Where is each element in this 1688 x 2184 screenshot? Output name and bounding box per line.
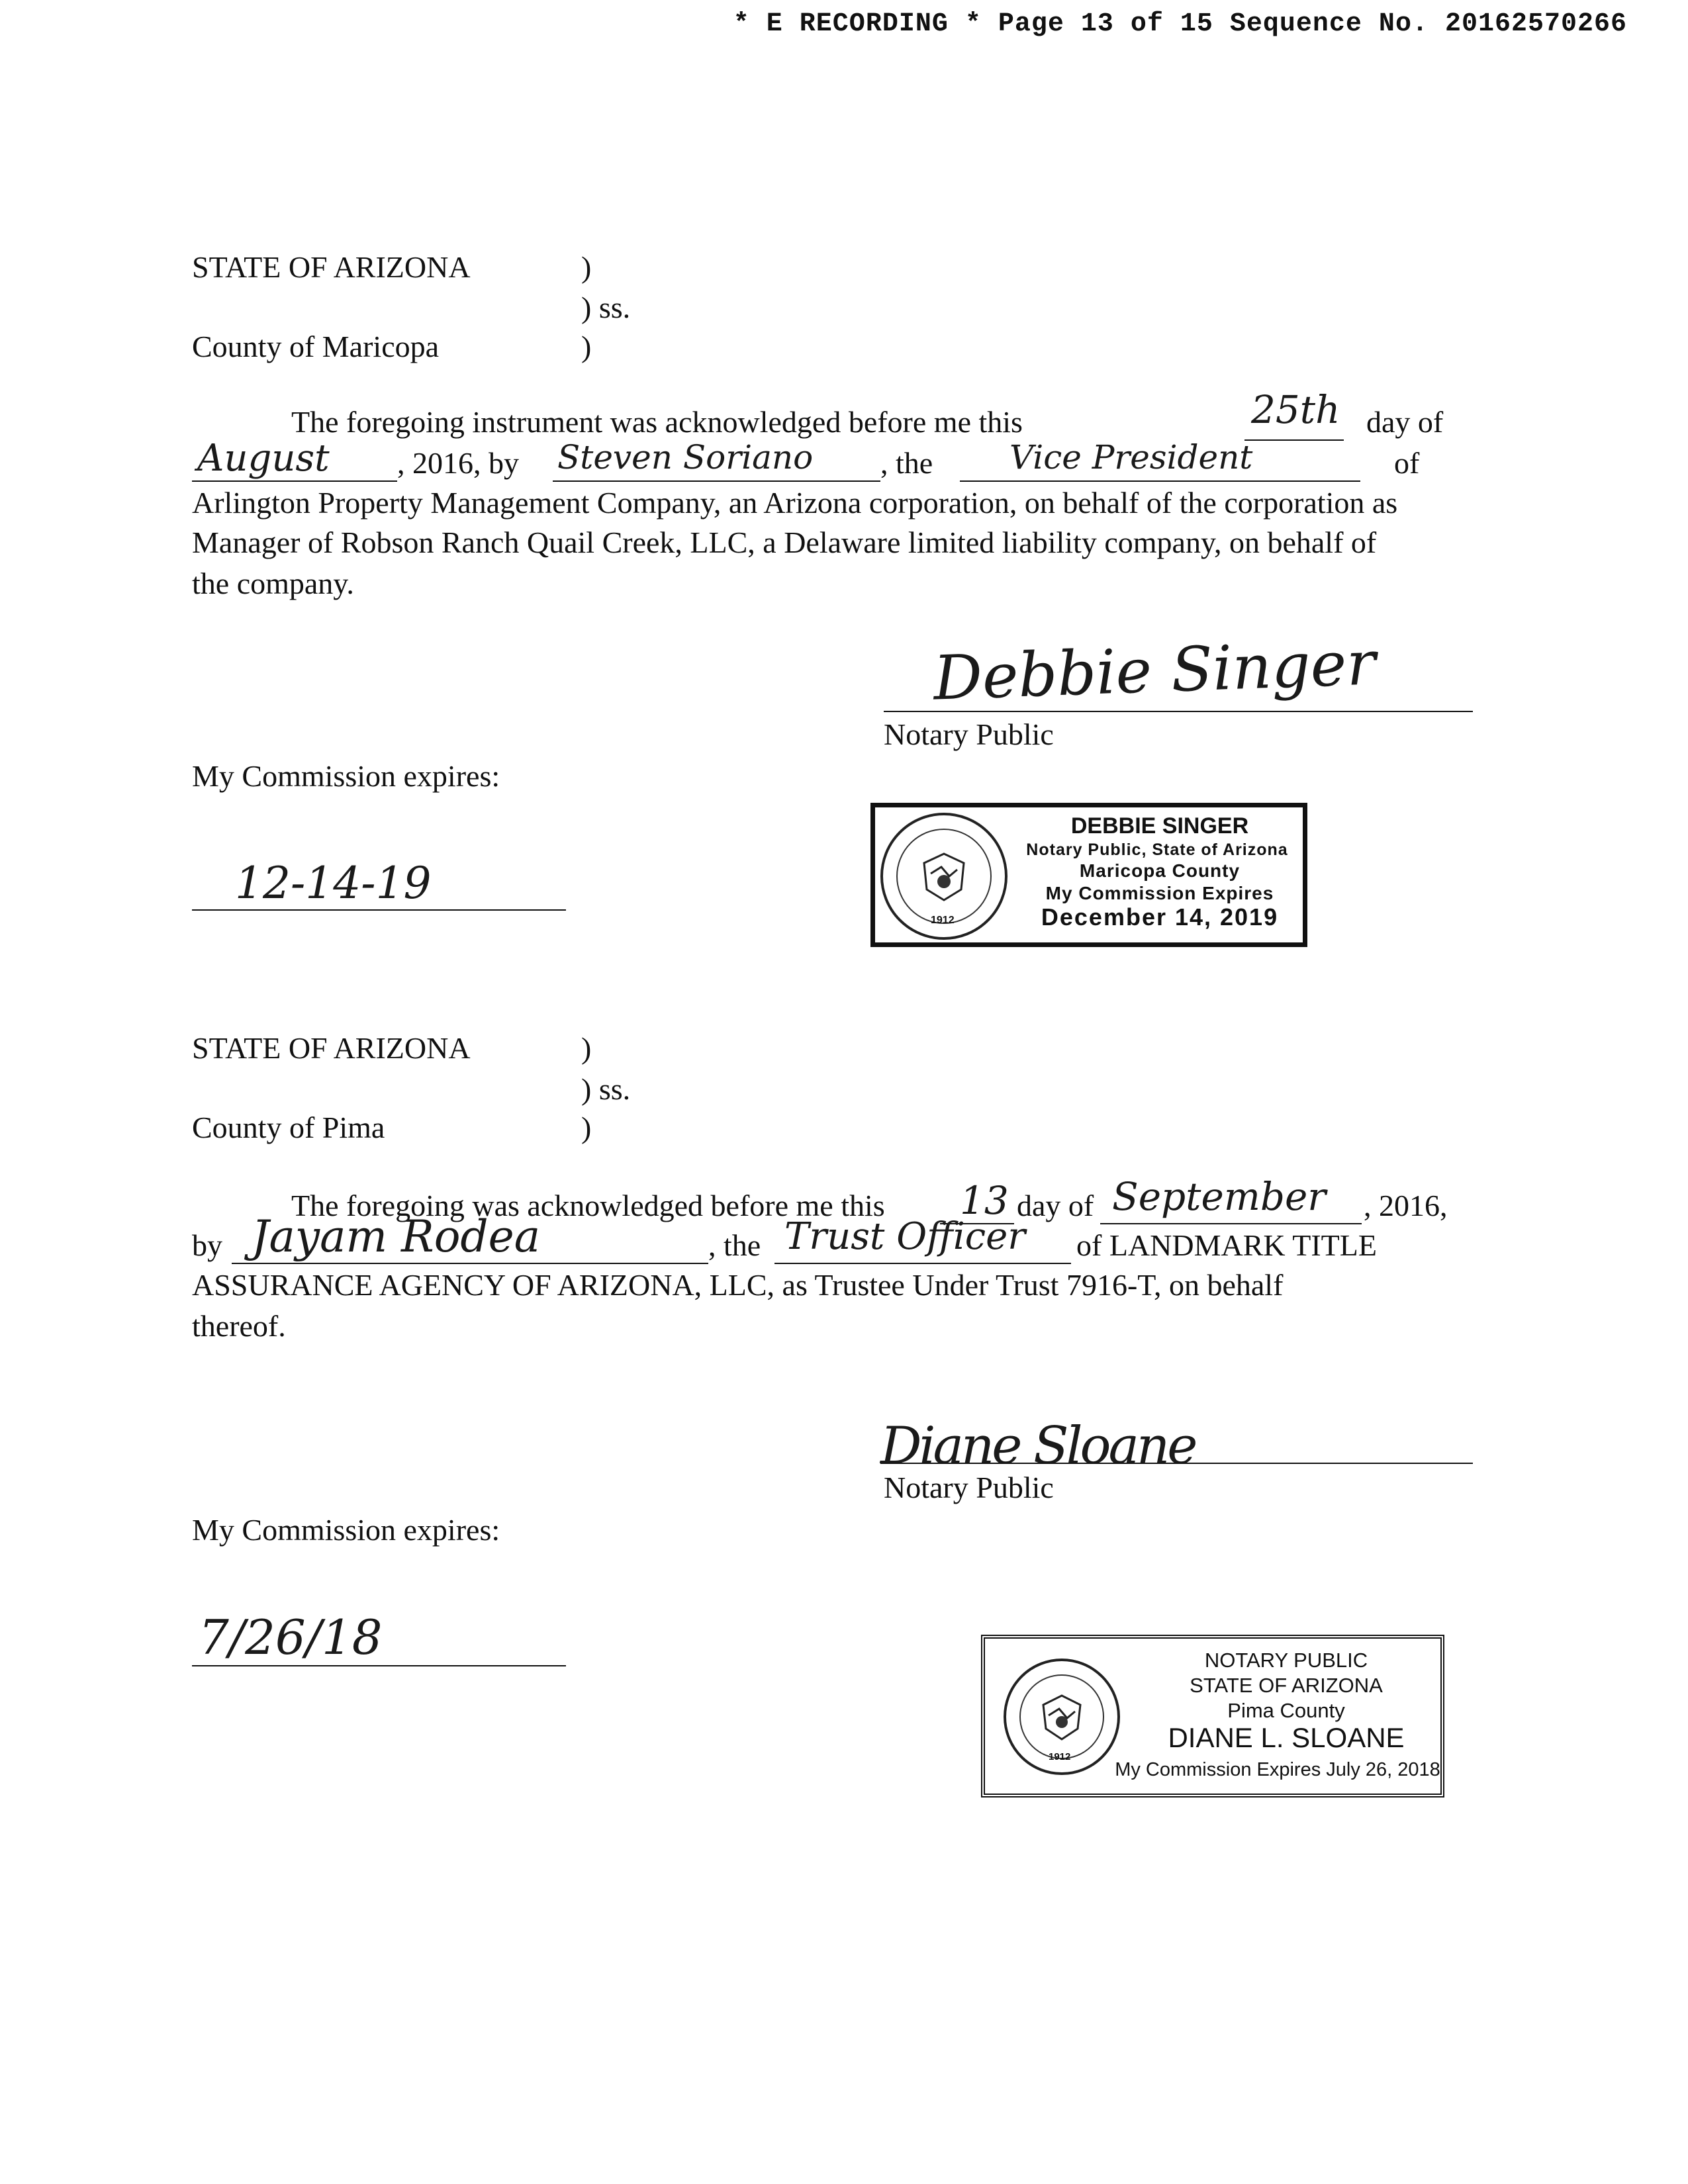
ack2-title-blank: [774, 1263, 1071, 1264]
ack1-month-handwritten: August: [197, 437, 330, 480]
ack1-notary-label: Notary Public: [884, 717, 1054, 751]
stamp2-line-1: NOTARY PUBLIC: [1204, 1649, 1368, 1672]
seal-year: 1912: [931, 915, 955, 926]
stamp1-line-2: Notary Public, State of Arizona: [1026, 841, 1288, 859]
ack2-body-line-4: thereof.: [192, 1309, 286, 1343]
ack2-commission-blank: [192, 1665, 566, 1666]
ack1-body-line-5: the company.: [192, 567, 354, 600]
recording-header: * E RECORDING * Page 13 of 15 Sequence No. 20162570266: [733, 9, 1627, 39]
paren-1c: ): [581, 330, 592, 363]
stamp2-line-3: Pima County: [1227, 1699, 1345, 1722]
ack1-commission-label: My Commission expires:: [192, 759, 500, 793]
state-heading-1: STATE OF ARIZONA: [192, 250, 471, 284]
ack1-signature-line: [884, 711, 1473, 712]
ack1-of: of: [1394, 446, 1420, 480]
seal-year: 1912: [1049, 1751, 1071, 1762]
ack1-month-blank: [192, 480, 397, 482]
ack1-commission-date: 12-14-19: [235, 858, 432, 909]
ack1-signer-handwritten: Steven Soriano: [557, 438, 814, 477]
paren-1a: ): [581, 250, 592, 284]
stamp2-line-2: STATE OF ARIZONA: [1190, 1674, 1383, 1697]
ack2-commission-label: My Commission expires:: [192, 1513, 500, 1547]
ack2-notary-signature: Diane Sloane: [880, 1416, 1196, 1476]
ack2-signature-line: [880, 1463, 1473, 1464]
ack2-title-handwritten: Trust Officer: [784, 1215, 1025, 1258]
ack1-intro-text: The foregoing instrument was acknowledged before me this: [291, 405, 1023, 439]
ack2-of-landmark: of LANDMARK TITLE: [1076, 1228, 1377, 1262]
state-heading-2: STATE OF ARIZONA: [192, 1031, 471, 1065]
ack2-intro-text: The foregoing was acknowledged before me this: [291, 1189, 885, 1222]
stamp1-expiry: December 14, 2019: [1041, 903, 1279, 931]
ack1-notary-signature: Debbie Singer: [932, 627, 1377, 714]
stamp2-expiry: My Commission Expires July 26, 2018: [1115, 1759, 1440, 1780]
paren-2a: ): [581, 1031, 592, 1065]
ack1-body-line-3: Arlington Property Management Company, an Arizona corporation, on behalf of the corporation as: [192, 486, 1398, 520]
ack2-signer-blank: [232, 1263, 708, 1264]
paren-2c: ): [581, 1111, 592, 1144]
ack1-title-handwritten: Vice President: [1009, 438, 1253, 477]
ack1-commission-blank: [192, 909, 566, 911]
county-heading-1: County of Maricopa: [192, 330, 440, 363]
ack1-body-line-4: Manager of Robson Ranch Quail Creek, LLC, a Delaware limited liability company, on behalf of: [192, 525, 1377, 559]
ack1-the: , the: [880, 446, 933, 480]
ack2-notary-stamp: [981, 1635, 1444, 1797]
ack2-the: , the: [708, 1228, 761, 1262]
ack1-signer-blank: [553, 480, 880, 482]
ack2-notary-label: Notary Public: [884, 1471, 1054, 1504]
ack2-day-of: day of: [1017, 1189, 1094, 1222]
stamp1-line-3: Maricopa County: [1079, 860, 1241, 881]
county-heading-2: County of Pima: [192, 1111, 385, 1144]
ack1-title-blank: [960, 480, 1360, 482]
arizona-seal-icon: [1004, 1659, 1120, 1775]
stamp1-line-4: My Commission Expires: [1045, 883, 1274, 903]
ack2-month-blank: [1100, 1223, 1362, 1224]
stamp2-name: DIANE L. SLOANE: [1168, 1722, 1405, 1753]
ack2-signer-handwritten: Jayam Rodea: [252, 1211, 541, 1262]
ack1-day-blank: [1244, 439, 1344, 441]
arizona-seal-icon: [880, 813, 1008, 940]
ack2-day-handwritten: 13: [960, 1178, 1009, 1223]
ack1-notary-stamp: [870, 803, 1307, 947]
ack2-by: by: [192, 1228, 222, 1262]
ss-marker-2: ) ss.: [581, 1072, 631, 1106]
ack2-month-handwritten: September: [1112, 1174, 1326, 1219]
ss-marker-1: ) ss.: [581, 291, 631, 324]
ack1-day-handwritten: 25th: [1251, 387, 1340, 432]
ack2-year: , 2016,: [1364, 1189, 1448, 1222]
stamp1-name: DEBBIE SINGER: [1070, 813, 1249, 839]
ack1-day-of: day of: [1366, 405, 1444, 439]
ack2-commission-date: 7/26/18: [199, 1610, 383, 1665]
ack1-year-by: , 2016, by: [397, 446, 519, 480]
ack2-body-line-3: ASSURANCE AGENCY OF ARIZONA, LLC, as Trustee Under Trust 7916-T, on behalf: [192, 1268, 1284, 1302]
